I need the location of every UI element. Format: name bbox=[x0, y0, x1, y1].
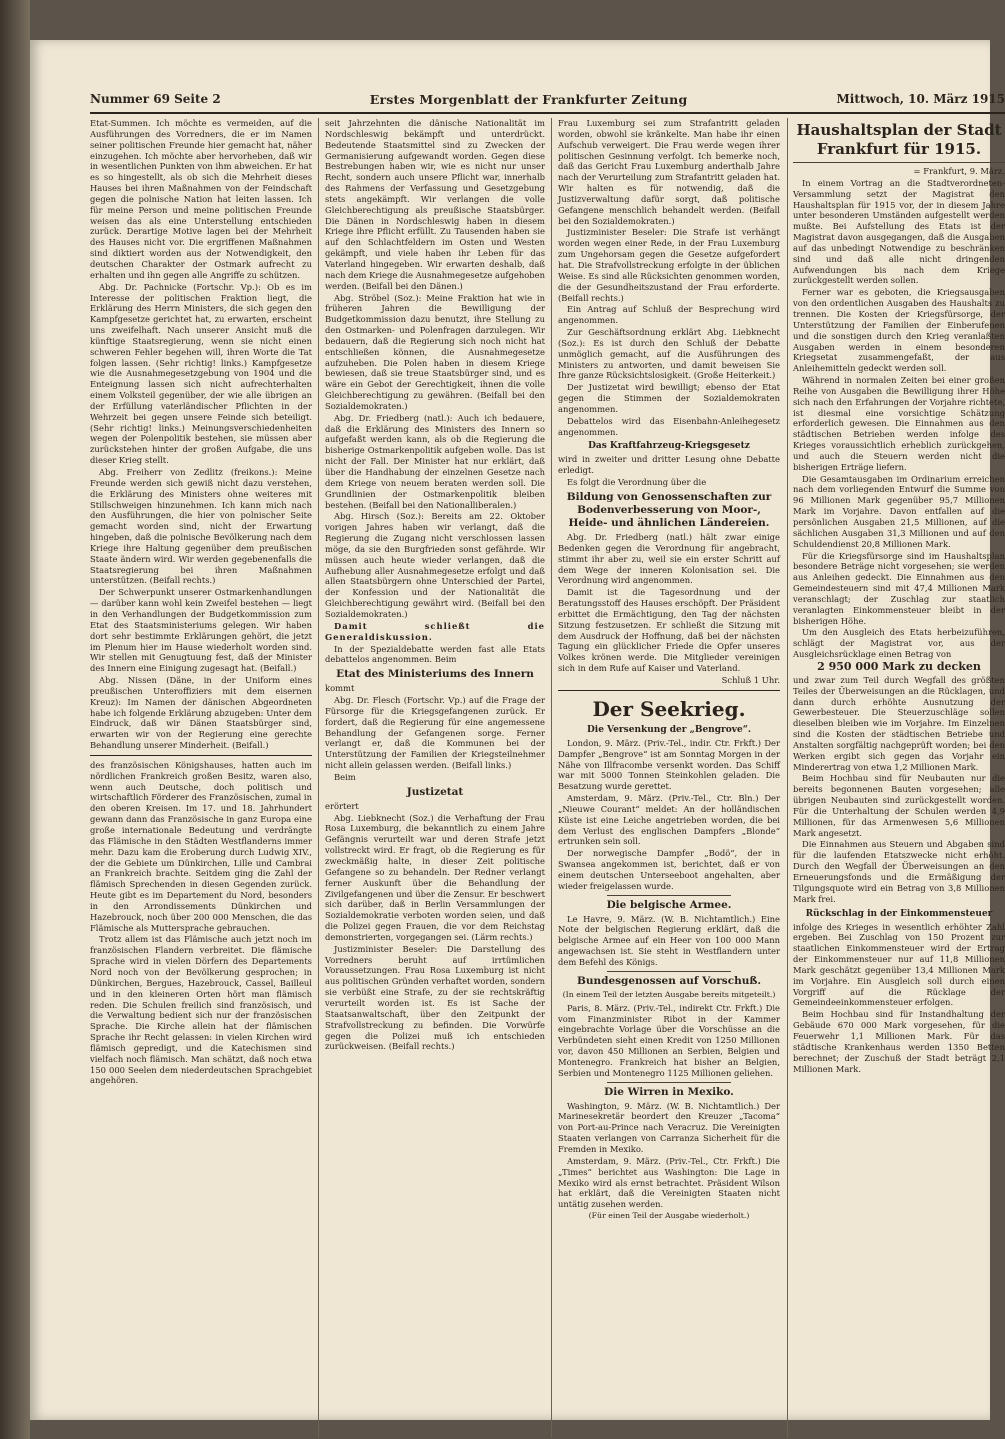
section-rule bbox=[607, 895, 731, 896]
article-paragraph: Abg. Liebknecht (Soz.) die Verhaftung der Frau Rosa Luxemburg, die bekanntlich zu einem Jahre Gefängnis verurteilt war und deren Strafe jetzt vollstreckt wird. Er fragt, ob die Regierung es für zweckmäßig halte, in dieser Zeit politische Gefangene so zu behandeln. Der Redner verlangt ferner Auskunft über die Behandlung der Zivilgefangenen und über die Zensur. Er beschwert sich darüber, daß in Berlin Versammlungen der Sozialdemokratie verboten worden seien, und daß die Polizei gegen Frauen, die vor dem Reichstag demonstrierten, vorgegangen sei. (Lärm rechts.) bbox=[325, 812, 545, 942]
book-binding bbox=[0, 0, 30, 1439]
editor-note: (Für einen Teil der Ausgabe wiederholt.) bbox=[588, 1211, 750, 1221]
section-heading: Die belgische Armee. bbox=[606, 898, 732, 911]
article-paragraph: Für die Kriegsfürsorge sind im Haushaltsplan besondere Beträge nicht vorgesehen; sie werden aus Anleihen gedeckt. Die Einnahmen aus den Gemeindesteuern sind mit 47,4 Millionen Mark veranschlagt; der Zuschlag zur staatlich veranlagten Einkommensteuer bleibt in der bisherigen Höhe. bbox=[793, 550, 1005, 626]
article-paragraph: In einem Vortrag an die Stadtverordneten-Versammlung setzt der Magistrat den Haushaltsplan für 1915 vor, der in diesem Jahre unter besonderen Umständen aufgestellt werden mußte. Bei Aufstellung des Etats ist der Magistrat davon ausgegangen, daß die Ausgaben auf das unbedingt Notwendige zu beschränken sind und daß alle nicht dringenden Aufwendungen bis nach dem Kriege zurückgestellt werden sollen. bbox=[793, 177, 1005, 286]
column-1 bbox=[90, 118, 312, 1418]
section-heading: Die Versenkung der „Bengrove“. bbox=[586, 724, 752, 735]
article-paragraph: Der Justizetat wird bewilligt; ebenso der Etat gegen die Stimmen der Sozialdemokraten angenommen. bbox=[558, 382, 780, 414]
section-heading: Die Wirren in Mexiko. bbox=[604, 1085, 734, 1098]
section-rule bbox=[90, 755, 312, 756]
article-paragraph: infolge des Krieges in wesentlich erhöhter Zahl ergeben. Bei Zuschlag von 150 Prozent zur staatlichen Einkommensteuer wird der Ertrag der Einkommensteuer nur auf 11,8 Millionen Mark geschätzt gegenüber 13,4 Millionen Mark im Vorjahre. Ein Ausgleich soll durch einen Vorgriff auf die Rücklage der Gemeindeeinkommensteuer erfolgen. bbox=[793, 921, 1005, 1008]
article-paragraph: Ferner war es geboten, die Kriegsausgaben von den ordentlichen Ausgaben des Haushalts zu trennen. Die Kosten der Kriegsfürsorge, der Unterstützung der Familien der Einberufenen und die sonstigen durch den Krieg veranlaßten Ausgaben werden in einem besonderen Kriegsetat zusammengefaßt, der aus Anleihemitteln gedeckt werden soll. bbox=[793, 287, 1005, 374]
masthead bbox=[90, 88, 1005, 110]
article-paragraph: Während in normalen Zeiten bei einer großen Reihe von Ausgaben die Bewilligung ihrer Höhe sich nach den Erfahrungen der Vorjahre richtete, ist diesmal eine vorsichtige Schätzung erforderlich gewesen. Die Einnahmen aus den städtischen Betrieben werden infolge des Krieges voraussichtlich erheblich zurückgehen, und auch die Steuern werden nicht die bisherigen Erträge liefern. bbox=[793, 375, 1005, 472]
article-paragraph: Amsterdam, 9. März. (Priv.-Tel., Ctr. Bln.) Der „Nieuwe Courant“ meldet: An der holländischen Küste ist eine Leiche angetrieben worden, die bei dem Verlust des englischen Dampfers „Blonde“ ertrunken sein soll. bbox=[558, 793, 780, 847]
article-paragraph: Beim bbox=[334, 771, 356, 782]
article-paragraph: Es folgt die Verordnung über die bbox=[567, 477, 707, 488]
article-paragraph: Washington, 9. März. (W. B. Nichtamtlich.) Der Marinesekretär beordert den Kreuzer „Tacoma“ von Port-au-Prince nach Veracruz. Die Vereinigten Staaten verlangen von Carranza Sicherheit für die Fremden in Mexiko. bbox=[558, 1100, 780, 1154]
section-rule bbox=[607, 1082, 731, 1083]
newspaper-page bbox=[30, 40, 1005, 1420]
article-paragraph: In der Spezialdebatte werden fast alle Etats debattelos angenommen. Beim bbox=[325, 643, 545, 665]
article-paragraph: Amsterdam, 9. März. (Priv.-Tel., Ctr. Frkft.) Die „Times“ berichtet aus Washington: Die Lage in Mexiko wird als ernst betrachtet. Präsident Wilson hat erklärt, daß die Vereinigten Staaten nicht untätig zusehen werden. bbox=[558, 1155, 780, 1210]
article-paragraph: des französischen Königshauses, hatten auch im nördlichen Frankreich großen Besitz, waren also, wenn auch Deutsche, doch politisch und wirtschaftlich Förderer des Französischen, zumal in den oberen Kreisen. Im 17. und 18. Jahrhundert gewann dann das Französische in ganz Europa eine große internationale Bedeutung und verdrängte das Flämische in den Städten Westflanderns immer mehr. Dazu kam die Eroberung durch Ludwig XIV., der die Gebiete um Dünkirchen, Lille und Cambrai an Frankreich brachte. Seitdem ging die Zahl der flämisch Sprechenden in diesen Gegenden zurück. Heute gibt es im Departement du Nord, besonders in den Arrondissements Dünkirchen und Hazebrouck, noch über 200 000 Menschen, die das Flämische als Muttersprache gebrauchen. bbox=[90, 759, 312, 933]
section-rule bbox=[558, 690, 780, 691]
column-4 bbox=[793, 118, 1005, 1418]
article-paragraph: Beim Hochbau sind für Instandhaltung der Gebäude 670 000 Mark vorgesehen, für die Feuerwehr 1,1 Millionen Mark. Für das städtische Krankenhaus werden 1350 Betten berechnet; der Zuschuß der Stadt beträgt 2,1 Millionen Mark. bbox=[793, 1009, 1005, 1074]
article-paragraph: Justizminister Beseler: Die Darstellung des Vorredners beruht auf irrtümlichen Voraussetzungen. Frau Rosa Luxemburg ist nicht aus politischen Gründen verhaftet worden, sondern sie verbüßt eine Strafe, zu der sie rechtskräftig verurteilt worden ist. Es ist Sache der Staatsanwaltschaft, über den Zeitpunkt der Strafvollstreckung zu befinden. Die Vorwürfe gegen die Polizei muß ich entschieden zurückweisen. (Beifall rechts.) bbox=[325, 943, 545, 1052]
section-heading: Bundesgenossen auf Vorschuß. bbox=[576, 974, 762, 987]
article-paragraph: Abg. Dr. Friedberg (natl.) hält zwar einige Bedenken gegen die Verordnung für angebracht, stimmt ihr aber zu, weil sie ein erster Schritt auf dem Wege der inneren Kolonisation sei. Die Verordnung wird angenommen. bbox=[558, 532, 780, 586]
article-headline: Haushaltsplan der Stadt Frankfurt für 1915. bbox=[796, 121, 1002, 158]
article-paragraph: Abg. Dr. Flesch (Fortschr. Vp.) auf die Frage der Fürsorge für die Kriegsgefangenen zurück. Er fordert, daß die Regierung für eine angemessene Behandlung der Gefangenen sorge. Ferner verlangt er, daß die Kommunen bei der Unterstützung der Familien der Kriegsteilnehmer nicht allein gelassen werden. (Beifall links.) bbox=[325, 695, 545, 771]
section-rule bbox=[793, 162, 1005, 163]
article-paragraph: wird in zweiter und dritter Lesung ohne Debatte erledigt. bbox=[558, 454, 780, 476]
article-paragraph: Trotz allem ist das Flämische auch jetzt noch im französischen Flandern verbreitet. Die flämische Sprache wird in vielen Dörfern des Departements Nord noch von der Bevölkerung gesprochen; in Dünkirchen, Bergues, Hazebrouck, Cassel, Bailleul und in den kleineren Orten hört man flämisch reden. Die Schulen freilich sind französisch, und die Verwaltung bedient sich nur der französischen Sprache. Die Kirche allein hat der flämischen Sprache ihr Recht gelassen: in vielen Kirchen wird flämisch gepredigt, und die Katechismen sind vielfach noch flämisch. Man schätzt, daß noch etwa 150 000 Seelen dem niederdeutschen Sprachgebiet angehören. bbox=[90, 934, 312, 1086]
article-paragraph: Abg. Hirsch (Soz.): Bereits am 22. Oktober vorigen Jahres haben wir verlangt, daß die Regierung die Zugang nicht verschlossen lassen möge, da sie den Burgfrieden sonst gefährde. Wir müssen auch heute wieder verlangen, daß die Aufhebung aller Ausnahmegesetze erfolgt und daß allen Staatsbürgern ohne Unterschied der Partei, der Konfession und der Nationalität die Gleichberechtigung gewährt wird. (Beifall bei den Sozialdemokraten.) bbox=[325, 511, 545, 619]
dateline: = Frankfurt, 9. März. bbox=[913, 166, 1005, 176]
article-paragraph: kommt bbox=[325, 683, 355, 694]
article-paragraph: seit Jahrzehnten die dänische Nationalität im Nordschleswig bekämpft und unterdrückt. Bedeutende Staatsmittel sind zu Zwecken der Germanisierung aufgewandt worden. Gegen diese Bestrebungen haben wir, wie es nicht nur unser Recht, sondern auch unsere Pflicht war, innerhalb des Rahmens der Verfassung und Gesetzgebung stets angekämpft. Wir verlangen die volle Gleichberechtigung als preußische Staatsbürger. Die Dänen in Nordschleswig haben in diesem Kriege ihre Pflicht erfüllt. Zu Tausenden haben sie auf den Schlachtfeldern im Osten und Westen gekämpft, und viele haben ihr Leben für das Vaterland hingegeben. Wir erwarten deshalb, daß nach dem Kriege die Ausnahmegesetze aufgehoben werden. (Beifall bei den Dänen.) bbox=[325, 118, 545, 291]
article-paragraph: Die Gesamtausgaben im Ordinarium erreichen nach dem vorliegenden Entwurf die Summe von 96 Millionen Mark gegenüber 95,7 Millionen Mark im Vorjahre. Davon entfallen auf die persönlichen Ausgaben 21,5 Millionen, auf die sächlichen Ausgaben 31,3 Millionen und auf den Schuldendienst 20,8 Millionen Mark. bbox=[793, 473, 1005, 549]
section-heading: Bildung von Genossenschaften zur Bodenverbesserung von Moor-, Heide- und ähnlichen Ländereien. bbox=[566, 491, 772, 529]
section-heading: Justizetat bbox=[406, 785, 464, 798]
column-3 bbox=[558, 118, 780, 1418]
section-heading: Der Seekrieg. bbox=[592, 696, 746, 721]
article-paragraph: Paris, 8. März. (Priv.-Tel., indirekt Ctr. Frkft.) Die vom Finanzminister Ribot in der Kammer eingebrachte Vorlage über die Vorschüsse an die Verbündeten sieht einen Kredit von 1250 Millionen vor, davon 450 Millionen an Serbien, Belgien und Montenegro. Frankreich hat bisher an Belgien, Serbien und Montenegro 1125 Millionen geliehen. bbox=[558, 1002, 780, 1078]
article-paragraph: Abg. Freiherr von Zedlitz (freikons.): Meine Freunde werden sich gewiß nicht dazu verstehen, die Erklärung des Ministers ohne weiteres mit Stillschweigen hinzunehmen. Ich kann mich nach den Ausführungen, die hier von polnischer Seite gemacht worden sind, nicht der Erwartung hingeben, daß die polnische Bevölkerung nach dem Kriege ihre Haltung gegenüber dem preußischen Staate ändern wird. Wir werden gegebenenfalls die Staatsregierung bei ihren Maßnahmen unterstützen. (Beifall rechts.) bbox=[90, 467, 312, 586]
column-2 bbox=[325, 118, 545, 1418]
article-paragraph: London, 9. März. (Priv.-Tel., indir. Ctr. Frkft.) Der Dampfer „Bengrove“ ist am Sonntag Morgen in der Nähe von Illfracombe versenkt worden. Das Schiff war mit 5000 Tonnen Steinkohlen geladen. Die Besatzung wurde gerettet. bbox=[558, 737, 780, 792]
highlighted-figure: 2 950 000 Mark zu decken bbox=[817, 659, 981, 673]
column-rule bbox=[318, 118, 319, 1438]
article-paragraph: Damit ist die Tagesordnung und der Beratungsstoff des Hauses erschöpft. Der Präsident erbittet die Ermächtigung, den Tag der nächsten Sitzung festzusetzen. Er schließt die Sitzung mit dem Ausdruck der Hoffnung, daß bei der nächsten Tagung ein glücklicher Friede die Opfer unseres Volkes krönen werde. Die Mitglieder vereinigen sich in dem Rufe auf Kaiser und Vaterland. bbox=[558, 587, 780, 674]
section-heading: Rückschlag in der Einkommensteuer bbox=[805, 908, 993, 919]
newspaper-title: Erstes Morgenblatt der Frankfurter Zeitung bbox=[369, 91, 688, 107]
article-paragraph: Der Schwerpunkt unserer Ostmarkenhandlungen — darüber kann wohl kein Zweifel bestehen — liegt in den Verhandlungen der Budgetkommission zum Etat des Staatsministeriums gelegen. Wir haben dort sehr bestimmte Erklärungen gehört, die jetzt im Plenum hier im Hause wiederholt worden sind. Wir stellen mit Genugtuung fest, daß der Minister des Innern eine Einigung zugesagt hat. (Beifall.) bbox=[90, 587, 312, 674]
article-paragraph: Debattelos wird das Eisenbahn-Anleihegesetz angenommen. bbox=[558, 415, 780, 437]
article-paragraph: Abg. Dr. Pachnicke (Fortschr. Vp.): Ob es im Interesse der politischen Fraktion liegt, die Erklärung des Herrn Ministers, die sich gegen den Kampfgesetze gerichtet hat, zu erwarten, erscheint uns zweifelhaft. Nach unserer Ansicht muß die künftige Staatsregierung, wenn sie nicht einen schweren Fehler begehen will, ihren Worte die Tat folgen lassen. (Sehr richtig! links.) Kampfgesetze wie die Ausnahmegesetzgebung von 1904 und die Enteignung lassen sich nicht aufrechterhalten einem Volksteil gegenüber, der wie alle übrigen an der Erfüllung vaterländischer Pflichten in der Wehrzeit bei gegen unsere Feinde sich beteiligt. (Sehr richtig! links.) Meinungsverschiedenheiten wegen der Polenpolitik bestehen, sie müssen aber zurückstehen hinter der großen Aufgabe, die uns dieser Krieg stellt. bbox=[90, 281, 312, 466]
article-paragraph: Abg. Ströbel (Soz.): Meine Fraktion hat wie in früheren Jahren die Bewilligung der Budgetkommission dazu benutzt, ihre Stellung zu den Ostmarken- und Polenfragen darzulegen. Wir bedauern, daß die Regierung sich noch nicht hat entschließen können, die Ausnahmegesetze aufzuheben. Die Polen haben in diesem Kriege bewiesen, daß sie treue Staatsbürger sind, und es wäre ein Gebot der Gerechtigkeit, ihnen die volle Gleichberechtigung zu gewähren. (Beifall bei den Sozialdemokraten.) bbox=[325, 292, 545, 411]
column-rule bbox=[551, 118, 552, 1438]
article-paragraph: Der norwegische Dampfer „Bodö“, der in Swansea angekommen ist, berichtet, daß er von einem deutschen Unterseeboot angehalten, aber wieder freigelassen wurde. bbox=[558, 848, 780, 891]
article-paragraph: Damit schließt die Generaldiskussion. bbox=[325, 620, 545, 642]
section-rule bbox=[607, 971, 731, 972]
article-paragraph: Schluß 1 Uhr. bbox=[721, 674, 780, 685]
article-paragraph: Ein Antrag auf Schluß der Besprechung wird angenommen. bbox=[558, 304, 780, 326]
article-paragraph: Le Havre, 9. März. (W. B. Nichtamtlich.) Eine Note der belgischen Regierung erklärt, daß die belgische Armee auf ein Heer von 100 000 Mann angewachsen ist. Sie steht in Westflandern unter dem Befehl des Königs. bbox=[558, 913, 780, 967]
article-paragraph: Etat-Summen. Ich möchte es vermeiden, auf die Ausführungen des Vorredners, die er im Namen seiner politischen Freunde hier gemacht hat, näher einzugehen. Ich möchte aber hervorheben, daß wir in wesentlichen Punkten von ihm abweichen. Er hat es so hingestellt, als ob sich die Mehrheit dieses Hauses bei ihren Maßnahmen von der Feindschaft gegen die polnische Nation hat leiten lassen. Ich für meine Person und meine politischen Freunde weisen das als eine Unterstellung entschieden zurück. Derartige Motive lagen bei der Mehrheit des Hauses nicht vor. Die ergriffenen Maßnahmen sind diktiert worden aus der Notwendigkeit, den deutschen Charakter der Ostmark aufrecht zu erhalten und ihn gegen alle Angriffe zu schützen. bbox=[90, 118, 312, 280]
masthead-rule bbox=[90, 112, 1005, 114]
article-paragraph: Justizminister Beseler: Die Strafe ist verhängt worden wegen einer Rede, in der Frau Luxemburg zum Ungehorsam gegen die Gesetze aufgefordert hat. Die Strafvollstreckung erfolgte in der üblichen Weise. Es sind alle Rücksichten genommen worden, die der Gesundheitszustand der Frau erforderte. (Beifall rechts.) bbox=[558, 227, 780, 303]
article-paragraph: Zur Geschäftsordnung erklärt Abg. Liebknecht (Soz.): Es ist durch den Schluß der Debatte unmöglich gemacht, auf die Ausführungen des Ministers zu antworten, und damit beweisen Sie Ihre ganze Rücksichtslosigkeit. (Große Heiterkeit.) bbox=[558, 327, 780, 381]
column-rule bbox=[787, 118, 788, 1438]
article-paragraph: erörtert bbox=[325, 800, 359, 811]
section-heading: Das Kraftfahrzeug-Kriegsgesetz bbox=[588, 441, 750, 452]
article-paragraph: Frau Luxemburg sei zum Strafantritt geladen worden, obwohl sie kränkelte. Man habe ihr einen Aufschub verweigert. Die Frau werde wegen ihrer politischen Gesinnung verfolgt. Ich bemerke noch, daß das Gericht Frau Luxemburg anderthalb Jahre nach der Verurteilung zum Strafantritt geladen hat. Wir halten es für notwendig, daß die Justizverwaltung dafür sorgt, daß politische Gefangene menschlich behandelt werden. (Beifall bei den Sozialdemokraten.) bbox=[558, 118, 780, 226]
article-paragraph: Abg. Nissen (Däne, in der Uniform eines preußischen Unteroffiziers mit dem eisernen Kreuz): Im Namen der dänischen Abgeordneten habe ich folgende Erklärung abzugeben: Unter dem Eindruck, daß wir Dänen Staatsbürger sind, erwarten wir von der Regierung eine gerechte Behandlung unserer Minderheit. (Beifall.) bbox=[90, 675, 312, 751]
article-paragraph: Die Einnahmen aus Steuern und Abgaben sind für die laufenden Etatszwecke nicht erhöht. Durch den Wegfall der Überweisungen an den Erneuerungsfonds und die Ermäßigung der Tilgungsquote wird ein Betrag von 3,8 Millionen Mark frei. bbox=[793, 839, 1005, 904]
issue-date: Mittwoch, 10. März 1915 bbox=[836, 92, 1005, 106]
issue-page-number: Nummer 69 Seite 2 bbox=[90, 92, 221, 106]
editor-note: (In einem Teil der letzten Ausgabe bereits mitgeteilt.) bbox=[562, 989, 776, 999]
article-paragraph: und zwar zum Teil durch Wegfall des größten Teiles der Überweisungen an die Rücklagen, und dann durch erhöhte Ausnutzung der Gewerbesteuer. Die Steuerzuschläge sollen dieselben bleiben wie im Vorjahre. Im Einzelnen sind die Kosten der städtischen Betriebe und Anstalten sorgfältig nachgeprüft worden; bei den Werken ergibt sich gegen das Vorjahr ein Minderertrag von etwa 1,2 Millionen Mark. bbox=[793, 674, 1005, 772]
article-paragraph: Abg. Dr. Friedberg (natl.): Auch ich bedauere, daß die Erklärung des Ministers des Innern so aufgefaßt werden kann, als ob die Regierung die bisherige Ostmarkenpolitik aufgeben wolle. Das ist nicht der Fall. Der Minister hat nur erklärt, daß über die Handhabung der einzelnen Gesetze nach dem Kriege von neuem beraten werden soll. Die Grundlinien der Ostmarkenpolitik bleiben bestehen. (Beifall bei den Nationalliberalen.) bbox=[325, 412, 545, 510]
section-heading: Etat des Ministeriums des Innern bbox=[336, 668, 534, 681]
article-paragraph: Um den Ausgleich des Etats herbeizuführen, schlägt der Magistrat vor, aus der Ausgleichsrücklage einen Betrag von bbox=[793, 627, 1005, 660]
article-paragraph: Beim Hochbau sind für Neubauten nur die bereits begonnenen Bauten vorgesehen; alle übrigen Neubauten sind zurückgestellt worden. Für die Unterhaltung der Schulen werden 4,9 Millionen, für das Armenwesen 5,6 Millionen Mark angesetzt. bbox=[793, 773, 1005, 838]
